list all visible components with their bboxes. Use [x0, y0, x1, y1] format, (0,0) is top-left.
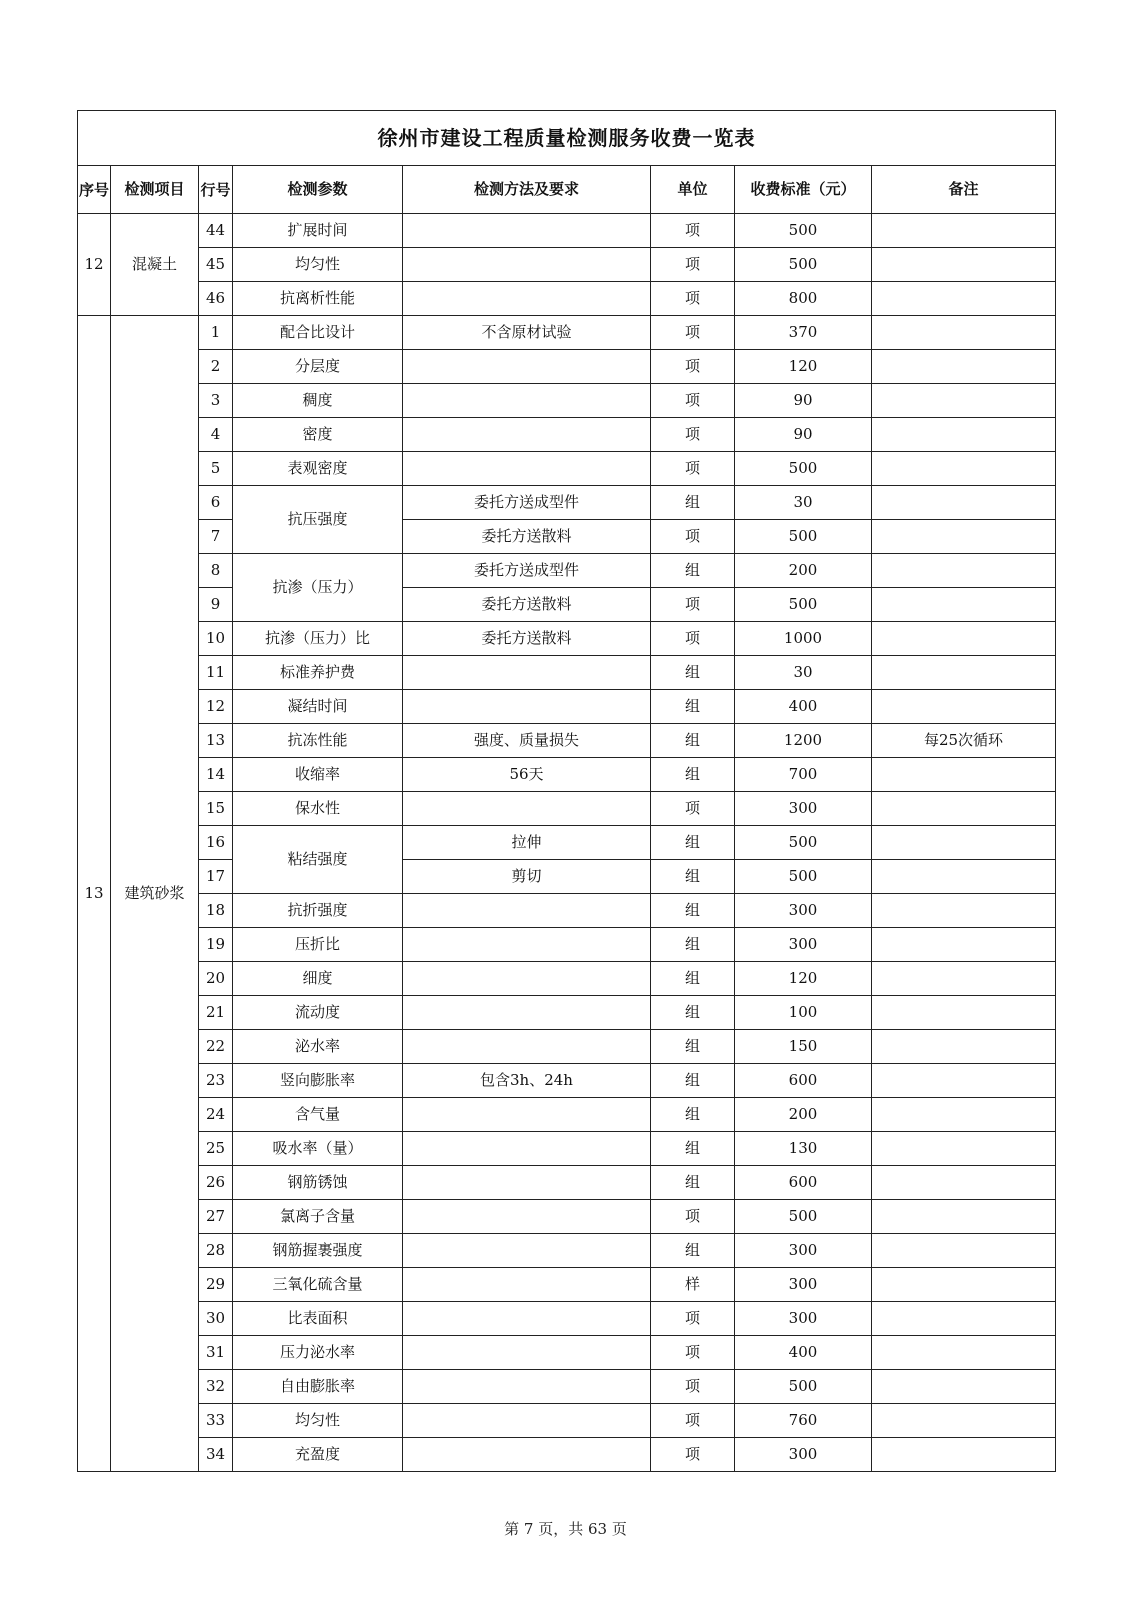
param-cell: 抗渗（压力）比: [233, 622, 403, 656]
unit-cell: 项: [651, 214, 735, 248]
remark-cell: [872, 384, 1056, 418]
method-cell: [403, 1438, 651, 1472]
method-cell: 56天: [403, 758, 651, 792]
table-row: [78, 1064, 1056, 1098]
row-no-cell: 14: [199, 758, 233, 792]
method-cell: [403, 282, 651, 316]
unit-cell: 组: [651, 928, 735, 962]
fee-cell: 130: [735, 1132, 872, 1166]
method-cell: [403, 214, 651, 248]
unit-cell: 项: [651, 316, 735, 350]
param-cell: 扩展时间: [233, 214, 403, 248]
row-no-cell: 45: [199, 248, 233, 282]
remark-cell: [872, 792, 1056, 826]
unit-cell: 组: [651, 1030, 735, 1064]
table-row: [78, 1404, 1056, 1438]
unit-cell: 组: [651, 894, 735, 928]
remark-cell: 每25次循环: [872, 724, 1056, 758]
param-cell: 密度: [233, 418, 403, 452]
unit-cell: 组: [651, 996, 735, 1030]
unit-cell: 组: [651, 724, 735, 758]
method-cell: [403, 452, 651, 486]
unit-cell: 组: [651, 962, 735, 996]
table-row: [78, 418, 1056, 452]
row-no-cell: 31: [199, 1336, 233, 1370]
method-cell: [403, 656, 651, 690]
fee-cell: 500: [735, 248, 872, 282]
table-row: [78, 724, 1056, 758]
unit-cell: 项: [651, 248, 735, 282]
page-footer: 第 7 页，共 63 页: [504, 1520, 627, 1538]
method-cell: [403, 418, 651, 452]
fee-cell: 90: [735, 418, 872, 452]
param-cell: 收缩率: [233, 758, 403, 792]
row-no-cell: 33: [199, 1404, 233, 1438]
method-cell: 拉伸: [403, 826, 651, 860]
method-cell: [403, 962, 651, 996]
table-row: [78, 1438, 1056, 1472]
param-cell: 抗渗（压力）: [233, 554, 403, 622]
remark-cell: [872, 1268, 1056, 1302]
fee-cell: 90: [735, 384, 872, 418]
table-row: [78, 656, 1056, 690]
unit-cell: 项: [651, 792, 735, 826]
table-row: [78, 248, 1056, 282]
unit-cell: 组: [651, 554, 735, 588]
remark-cell: [872, 826, 1056, 860]
unit-cell: 项: [651, 1438, 735, 1472]
param-cell: 保水性: [233, 792, 403, 826]
fee-cell: 600: [735, 1166, 872, 1200]
param-cell: 细度: [233, 962, 403, 996]
table-row: [78, 894, 1056, 928]
unit-cell: 样: [651, 1268, 735, 1302]
row-no-cell: 9: [199, 588, 233, 622]
table-row: [78, 316, 1056, 350]
table-row: [78, 758, 1056, 792]
method-cell: [403, 1200, 651, 1234]
fee-cell: 120: [735, 350, 872, 384]
param-cell: 抗冻性能: [233, 724, 403, 758]
fee-cell: 100: [735, 996, 872, 1030]
table-row: [78, 554, 1056, 588]
method-cell: 强度、质量损失: [403, 724, 651, 758]
param-cell: 比表面积: [233, 1302, 403, 1336]
remark-cell: [872, 860, 1056, 894]
row-no-cell: 26: [199, 1166, 233, 1200]
unit-cell: 项: [651, 418, 735, 452]
param-cell: 压力泌水率: [233, 1336, 403, 1370]
header-unit: 单位: [651, 166, 735, 214]
remark-cell: [872, 996, 1056, 1030]
fee-cell: 300: [735, 894, 872, 928]
header-seq-label: 序号: [78, 180, 109, 199]
param-cell: 分层度: [233, 350, 403, 384]
param-cell: 标准养护费: [233, 656, 403, 690]
remark-cell: [872, 452, 1056, 486]
remark-cell: [872, 418, 1056, 452]
method-cell: [403, 1030, 651, 1064]
row-no-cell: 44: [199, 214, 233, 248]
unit-cell: 组: [651, 690, 735, 724]
param-cell: 均匀性: [233, 1404, 403, 1438]
fee-cell: 300: [735, 1234, 872, 1268]
fee-cell: 400: [735, 690, 872, 724]
remark-cell: [872, 1234, 1056, 1268]
method-cell: [403, 1268, 651, 1302]
table-row: [78, 1132, 1056, 1166]
table-row: [78, 1234, 1056, 1268]
param-cell: 表观密度: [233, 452, 403, 486]
table-row: [78, 792, 1056, 826]
remark-cell: [872, 1370, 1056, 1404]
fee-cell: 500: [735, 452, 872, 486]
method-cell: 委托方送成型件: [403, 486, 651, 520]
table-row: [78, 690, 1056, 724]
table-row: [78, 962, 1056, 996]
method-cell: [403, 894, 651, 928]
method-cell: [403, 1336, 651, 1370]
row-no-cell: 20: [199, 962, 233, 996]
param-cell: 粘结强度: [233, 826, 403, 894]
param-cell: 氯离子含量: [233, 1200, 403, 1234]
fee-cell: 600: [735, 1064, 872, 1098]
remark-cell: [872, 588, 1056, 622]
row-no-cell: 46: [199, 282, 233, 316]
group-item-cell: 混凝土: [111, 214, 199, 316]
remark-cell: [872, 1200, 1056, 1234]
header-item: 检测项目: [111, 166, 199, 214]
method-cell: [403, 1302, 651, 1336]
header-remark: 备注: [872, 166, 1056, 214]
table-row: [78, 1098, 1056, 1132]
fee-cell: 300: [735, 1302, 872, 1336]
method-cell: [403, 1166, 651, 1200]
title-row: [78, 111, 1056, 166]
remark-cell: [872, 486, 1056, 520]
remark-cell: [872, 1166, 1056, 1200]
method-cell: [403, 928, 651, 962]
unit-cell: 组: [651, 1098, 735, 1132]
row-no-cell: 17: [199, 860, 233, 894]
row-no-cell: 27: [199, 1200, 233, 1234]
table-row: [78, 1030, 1056, 1064]
header-param: 检测参数: [233, 166, 403, 214]
fee-cell: 1000: [735, 622, 872, 656]
row-no-cell: 15: [199, 792, 233, 826]
param-cell: 竖向膨胀率: [233, 1064, 403, 1098]
group-seq-cell: 13: [78, 316, 111, 1472]
table-row: [78, 1370, 1056, 1404]
table-row: [78, 214, 1056, 248]
fee-cell: 500: [735, 1200, 872, 1234]
param-cell: 稠度: [233, 384, 403, 418]
row-no-cell: 8: [199, 554, 233, 588]
param-cell: 钢筋握裹强度: [233, 1234, 403, 1268]
row-no-cell: 13: [199, 724, 233, 758]
unit-cell: 项: [651, 384, 735, 418]
param-cell: 三氧化硫含量: [233, 1268, 403, 1302]
param-cell: 抗压强度: [233, 486, 403, 554]
param-cell: 压折比: [233, 928, 403, 962]
remark-cell: [872, 962, 1056, 996]
unit-cell: 项: [651, 622, 735, 656]
method-cell: [403, 1132, 651, 1166]
method-cell: 不含原材试验: [403, 316, 651, 350]
unit-cell: 项: [651, 452, 735, 486]
method-cell: 委托方送散料: [403, 588, 651, 622]
fee-cell: 30: [735, 656, 872, 690]
table-row: [78, 1200, 1056, 1234]
remark-cell: [872, 1030, 1056, 1064]
remark-cell: [872, 758, 1056, 792]
remark-cell: [872, 1098, 1056, 1132]
unit-cell: 项: [651, 588, 735, 622]
unit-cell: 项: [651, 1404, 735, 1438]
param-cell: 抗离析性能: [233, 282, 403, 316]
row-no-cell: 16: [199, 826, 233, 860]
fee-cell: 300: [735, 792, 872, 826]
table-row: [78, 588, 1056, 622]
remark-cell: [872, 214, 1056, 248]
row-no-cell: 3: [199, 384, 233, 418]
remark-cell: [872, 554, 1056, 588]
remark-cell: [872, 520, 1056, 554]
param-cell: 充盈度: [233, 1438, 403, 1472]
group-item-cell: 建筑砂浆: [111, 316, 199, 1472]
row-no-cell: 7: [199, 520, 233, 554]
method-cell: [403, 1370, 651, 1404]
remark-cell: [872, 248, 1056, 282]
row-no-cell: 2: [199, 350, 233, 384]
unit-cell: 项: [651, 1370, 735, 1404]
table-row: [78, 452, 1056, 486]
unit-cell: 组: [651, 1132, 735, 1166]
method-cell: [403, 1404, 651, 1438]
method-cell: 包含3h、24h: [403, 1064, 651, 1098]
row-no-cell: 34: [199, 1438, 233, 1472]
fee-cell: 120: [735, 962, 872, 996]
remark-cell: [872, 282, 1056, 316]
fee-cell: 300: [735, 1268, 872, 1302]
remark-cell: [872, 316, 1056, 350]
table-row: [78, 282, 1056, 316]
param-cell: 配合比设计: [233, 316, 403, 350]
table-row: [78, 996, 1056, 1030]
fee-cell: 500: [735, 1370, 872, 1404]
param-cell: 凝结时间: [233, 690, 403, 724]
row-no-cell: 5: [199, 452, 233, 486]
row-no-cell: 24: [199, 1098, 233, 1132]
param-cell: 流动度: [233, 996, 403, 1030]
unit-cell: 组: [651, 1234, 735, 1268]
row-no-cell: 18: [199, 894, 233, 928]
remark-cell: [872, 1404, 1056, 1438]
fee-cell: 500: [735, 588, 872, 622]
table-row: [78, 486, 1056, 520]
fee-cell: 150: [735, 1030, 872, 1064]
remark-cell: [872, 1132, 1056, 1166]
fee-cell: 500: [735, 520, 872, 554]
method-cell: [403, 996, 651, 1030]
method-cell: 委托方送成型件: [403, 554, 651, 588]
unit-cell: 项: [651, 1336, 735, 1370]
remark-cell: [872, 1438, 1056, 1472]
row-no-cell: 32: [199, 1370, 233, 1404]
method-cell: [403, 248, 651, 282]
unit-cell: 项: [651, 1302, 735, 1336]
row-no-cell: 1: [199, 316, 233, 350]
fee-cell: 1200: [735, 724, 872, 758]
unit-cell: 组: [651, 486, 735, 520]
fee-cell: 760: [735, 1404, 872, 1438]
remark-cell: [872, 690, 1056, 724]
fee-cell: 200: [735, 1098, 872, 1132]
header-row-no: [199, 166, 233, 214]
remark-cell: [872, 928, 1056, 962]
row-no-cell: 30: [199, 1302, 233, 1336]
method-cell: [403, 690, 651, 724]
method-cell: [403, 350, 651, 384]
table-row: [78, 350, 1056, 384]
fee-table: [77, 110, 1056, 1472]
unit-cell: 组: [651, 656, 735, 690]
fee-cell: 300: [735, 928, 872, 962]
table-row: [78, 622, 1056, 656]
remark-cell: [872, 350, 1056, 384]
row-no-cell: 23: [199, 1064, 233, 1098]
fee-cell: 500: [735, 826, 872, 860]
row-no-cell: 10: [199, 622, 233, 656]
table-row: [78, 1268, 1056, 1302]
fee-cell: 500: [735, 860, 872, 894]
method-cell: 剪切: [403, 860, 651, 894]
fee-cell: 300: [735, 1438, 872, 1472]
remark-cell: [872, 656, 1056, 690]
fee-cell: 800: [735, 282, 872, 316]
unit-cell: 组: [651, 1064, 735, 1098]
method-cell: [403, 1098, 651, 1132]
table-row: [78, 520, 1056, 554]
table-row: [78, 928, 1056, 962]
header-method: 检测方法及要求: [403, 166, 651, 214]
row-no-cell: 6: [199, 486, 233, 520]
param-cell: 吸水率（量）: [233, 1132, 403, 1166]
unit-cell: 项: [651, 350, 735, 384]
table-row: [78, 1336, 1056, 1370]
fee-cell: 200: [735, 554, 872, 588]
unit-cell: 项: [651, 282, 735, 316]
table-body: [78, 214, 1056, 1472]
row-no-cell: 28: [199, 1234, 233, 1268]
table-row: [78, 860, 1056, 894]
row-no-cell: 22: [199, 1030, 233, 1064]
param-cell: 钢筋锈蚀: [233, 1166, 403, 1200]
header-fee: 收费标准（元）: [735, 166, 872, 214]
header-row-no-label: 行号: [200, 180, 231, 199]
table-row: [78, 1302, 1056, 1336]
group-seq-cell: 12: [78, 214, 111, 316]
table-title: 徐州市建设工程质量检测服务收费一览表: [78, 111, 1056, 166]
row-no-cell: 4: [199, 418, 233, 452]
method-cell: [403, 384, 651, 418]
unit-cell: 组: [651, 826, 735, 860]
unit-cell: 项: [651, 520, 735, 554]
remark-cell: [872, 622, 1056, 656]
remark-cell: [872, 1302, 1056, 1336]
param-cell: 抗折强度: [233, 894, 403, 928]
unit-cell: 项: [651, 1200, 735, 1234]
method-cell: [403, 792, 651, 826]
remark-cell: [872, 1064, 1056, 1098]
table-row: [78, 826, 1056, 860]
row-no-cell: 19: [199, 928, 233, 962]
remark-cell: [872, 894, 1056, 928]
fee-cell: 500: [735, 214, 872, 248]
method-cell: 委托方送散料: [403, 622, 651, 656]
header-row: [78, 166, 1056, 214]
param-cell: 自由膨胀率: [233, 1370, 403, 1404]
row-no-cell: 25: [199, 1132, 233, 1166]
method-cell: 委托方送散料: [403, 520, 651, 554]
row-no-cell: 21: [199, 996, 233, 1030]
unit-cell: 组: [651, 860, 735, 894]
param-cell: 均匀性: [233, 248, 403, 282]
method-cell: [403, 1234, 651, 1268]
unit-cell: 组: [651, 758, 735, 792]
table-row: [78, 384, 1056, 418]
remark-cell: [872, 1336, 1056, 1370]
fee-cell: 700: [735, 758, 872, 792]
fee-cell: 30: [735, 486, 872, 520]
row-no-cell: 11: [199, 656, 233, 690]
table-row: [78, 1166, 1056, 1200]
fee-cell: 400: [735, 1336, 872, 1370]
unit-cell: 组: [651, 1166, 735, 1200]
row-no-cell: 29: [199, 1268, 233, 1302]
param-cell: 泌水率: [233, 1030, 403, 1064]
param-cell: 含气量: [233, 1098, 403, 1132]
row-no-cell: 12: [199, 690, 233, 724]
header-seq: [78, 166, 111, 214]
fee-cell: 370: [735, 316, 872, 350]
